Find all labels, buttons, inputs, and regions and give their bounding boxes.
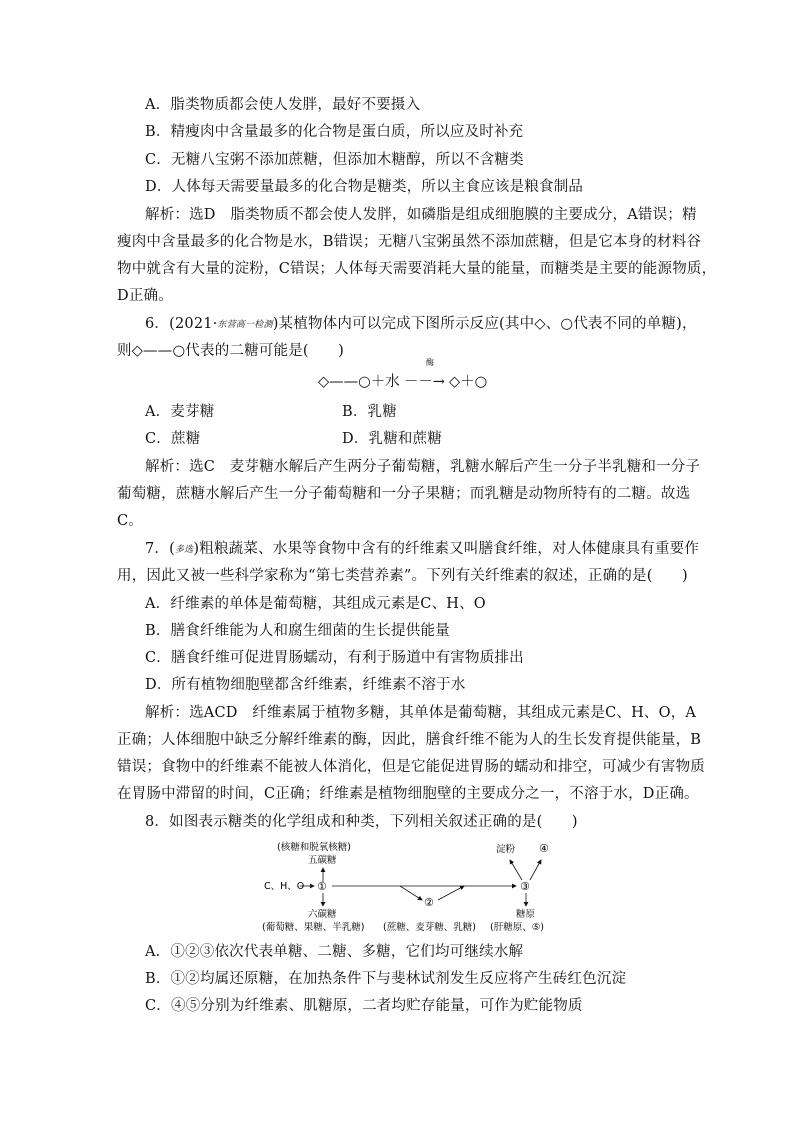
glycogen-examples: (肝糖原、⑤) [490,922,544,933]
node-1: ① [317,880,327,893]
q6-eq-enzyme: 酶 [426,358,434,367]
q7-stem-text: )粗粮蔬菜、水果等食物中含有的纤维素又叫膳食纤维，对人体健康具有重要作 [193,541,700,557]
starch-label: 淀粉 [496,844,516,855]
q5-explanation-line: 瘦肉中含量最多的化合物是水，B错误；无糖八宝粥虽然不添加蔗糖，但是它本身的材料谷 [117,234,702,250]
q6-eq-left: ◇——○＋水 [318,374,400,390]
q6-number: 6．(2021· [145,316,218,332]
q6-stem-line2: 则◇——○代表的二糖可能是( ) [117,343,345,359]
glycogen-label: 糖原 [516,909,536,920]
arrow-2-to-3 [438,886,464,900]
q5-option-c: C．无糖八宝粥不添加蔗糖，但添加木糖醇，所以不含糖类 [145,152,524,168]
q7-stem-line2: 用，因此又被一些科学家称为“第七类营养素”。下列有关纤维素的叙述，正确的是( ) [117,568,688,584]
q7-option-d: D．所有植物细胞壁都含纤维素，纤维素不溶于水 [145,677,466,693]
hexose-label: 六碳糖 [308,909,337,920]
q6-option-a: A．麦芽糖 [145,404,215,420]
q6-option-b: B．乳糖 [342,404,397,420]
q8-sugar-diagram [260,838,794,938]
q8-option-a: A．①②③依次代表单糖、二糖、多糖，它们均可继续水解 [145,944,524,960]
q8-stem: 8．如图表示糖类的化学组成和种类，下列相关叙述正确的是( ) [145,814,578,830]
arrow-to-starch [510,860,522,880]
q6-explanation-line: 解析：选C 麦芽糖水解后产生两分子葡萄糖，乳糖水解后产生一分子半乳糖和一分子 [145,459,701,475]
q6-reaction-equation [318,358,488,391]
node-3: ③ [520,880,530,893]
q7-number: 7．( [145,541,175,557]
q6-explanation-line: 葡萄糖，蔗糖水解后产生一分子葡萄糖和一分子果糖；而乳糖是动物所特有的二糖。故选 [117,486,691,502]
q5-explanation-line: D正确。 [117,288,173,304]
q7-explanation-line: 解析：选ACD 纤维素属于植物多糖，其单体是葡萄糖，其组成元素是C、H、O，A [145,705,697,721]
q6-option-c: C．蔗糖 [145,431,201,447]
q5-explanation-line: 物中就含有大量的淀粉，C错误；人体每天需要消耗大量的能量，而糖类是主要的能源物质， [117,261,717,277]
q8-option-c: C．④⑤分别为纤维素、肌糖原，二者均贮存能量，可作为贮能物质 [145,998,583,1014]
q7-option-b: B．膳食纤维能为人和腐生细菌的生长提供能量 [145,623,450,639]
q7-stem-line1 [145,539,699,560]
elements-label: C、H、O [264,881,305,892]
q7-option-c: C．膳食纤维可促进胃肠蠕动，有利于肠道中有害物质排出 [145,650,524,666]
q6-option-d: D．乳糖和蔗糖 [342,431,443,447]
node-2: ② [424,896,434,909]
q6-source-tag: 东营高一检测 [217,320,273,330]
pentose-label: 五碳糖 [308,855,337,866]
q7-option-a: A．纤维素的单体是葡萄糖，其组成元素是C、H、O [145,596,486,612]
q5-explanation-line: 解析：选D 脂类物质不都会使人发胖，如磷脂是组成细胞膜的主要成分，A错误；精 [145,207,697,223]
q6-eq-right: ◇＋○ [448,374,488,390]
q6-stem-line1 [145,314,697,335]
q6-options-row1 [145,402,214,422]
arrow-1-to-2 [400,886,422,900]
q7-explanation-line: 正确；人体细胞中缺乏分解纤维素的酶，因此，膳食纤维不能为人的生长发育提供能量，B [117,732,702,748]
q7-explanation-line: 在胃肠中滞留的时间，C正确；纤维素是植物细胞壁的主要成分之一，不溶于水，D正确。 [117,786,699,802]
q6-explanation-line: C。 [117,513,143,529]
q5-option-a: A．脂类物质都会使人发胖，最好不要摄入 [145,97,421,113]
hexose-examples: (葡萄糖、果糖、半乳糖) [262,922,365,933]
node-4: ④ [539,842,549,855]
q6-eq-arrow: －－→ [403,374,445,390]
q7-multi-select-tag: 多选 [174,545,194,555]
q7-explanation-line: 错误；食物中的纤维素不能被人体消化，但是它能促进胃肠的蠕动和排空，可减少有害物质 [117,759,705,775]
q5-option-b: B．精瘦肉中含量最多的化合物是蛋白质，所以应及时补充 [145,124,524,140]
q6-stem-text: )某植物体内可以完成下图所示反应(其中◇、○代表不同的单糖)， [272,316,697,332]
disaccharide-examples: (蔗糖、麦芽糖、乳糖) [383,922,476,933]
q8-option-b: B．①②均属还原糖，在加热条件下与斐林试剂发生反应将产生砖红色沉淀 [145,971,627,987]
pentose-examples: (核糖和脱氧核糖) [277,842,351,853]
q5-option-d: D．人体每天需要量最多的化合物是糖类，所以主食应该是粮食制品 [145,179,584,195]
arrow-to-node-4 [530,860,541,880]
